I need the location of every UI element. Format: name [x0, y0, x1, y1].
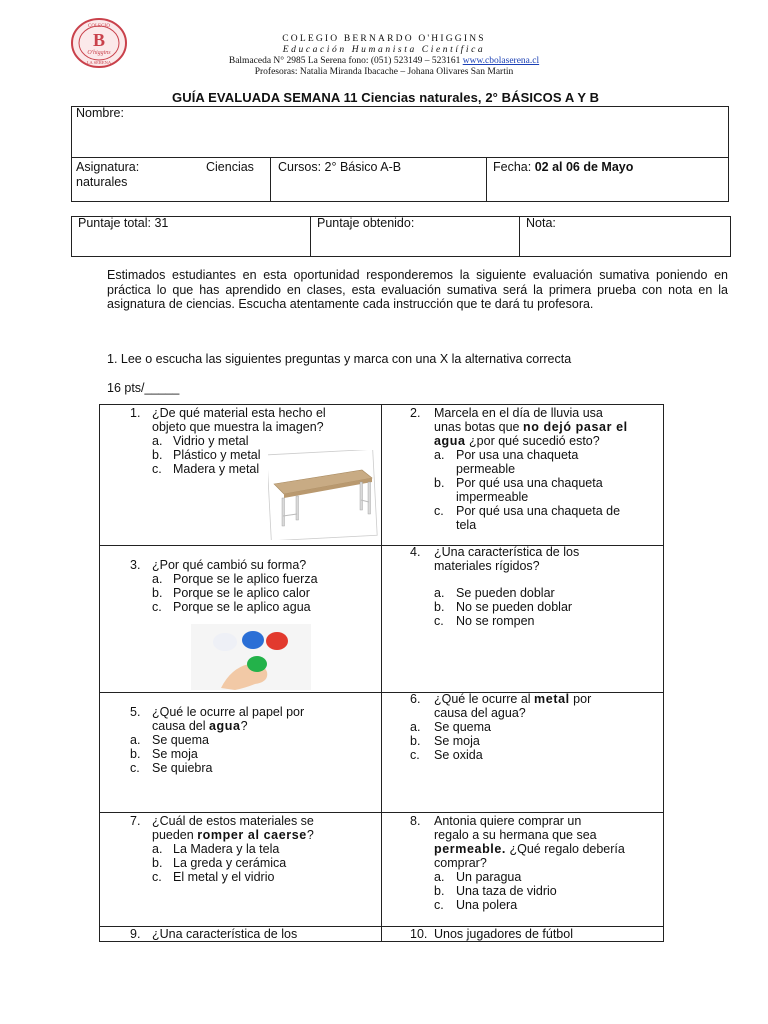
svg-text:O'higgins: O'higgins [87, 50, 111, 56]
q8-option-a[interactable] [410, 870, 625, 884]
q5-option-a[interactable] [130, 733, 212, 747]
q8-num: 8. [410, 814, 421, 828]
q7-text-2b: romper al caerse [197, 828, 307, 842]
q2-b-letter: b. [434, 476, 445, 490]
q5-b-text: Se moja [152, 747, 198, 761]
name-field[interactable]: Nombre: [76, 106, 124, 120]
q7-c-letter: c. [152, 870, 162, 884]
q5-a-letter: a. [130, 733, 141, 747]
question-5 [130, 705, 304, 733]
page-title: GUÍA EVALUADA SEMANA 11 Ciencias naturales, 2° BÁSICOS A Y B [172, 90, 600, 105]
question-10 [410, 927, 573, 941]
q6-text-1a: ¿Qué le ocurre al [434, 692, 535, 706]
q1-c-text: Madera y metal [173, 462, 260, 476]
row-divider-3 [99, 812, 664, 813]
q3-option-b[interactable] [130, 586, 318, 600]
question-2 [410, 406, 628, 532]
q5-text-2b: agua [208, 719, 241, 733]
subject-value-2: naturales [76, 175, 128, 189]
q10-text-1: Unos jugadores de fútbol [434, 927, 573, 941]
q3-c-text: Porque se le aplico agua [173, 600, 311, 614]
q8-text-4: comprar? [434, 856, 487, 870]
q3-option-c[interactable] [130, 600, 318, 614]
obtained-score-field[interactable]: Puntaje obtenido: [317, 216, 415, 230]
date [493, 160, 633, 175]
q7-text-2 [130, 828, 314, 842]
q3-c-letter: c. [152, 600, 162, 614]
q8-c-letter: c. [434, 898, 444, 912]
q7-c-text: El metal y el vidrio [173, 870, 275, 884]
q2-text-3a: agua [434, 434, 466, 448]
q6-options [410, 720, 491, 762]
q8-a-text: Un paragua [456, 870, 522, 884]
q7-text-2a: pueden [152, 828, 198, 842]
q6-option-b[interactable] [410, 734, 491, 748]
q4-text-1: ¿Una característica de los [434, 545, 580, 559]
q2-a-text-1: Por usa una chaqueta [456, 448, 579, 462]
q8-text-3 [410, 842, 625, 856]
question-7 [130, 814, 314, 884]
q4-option-a[interactable] [410, 586, 579, 600]
q4-option-c[interactable] [410, 614, 579, 628]
q7-num: 7. [130, 814, 141, 828]
q2-text-3b: ¿por qué sucedió esto? [465, 434, 600, 448]
q2-b-text-2: impermeable [456, 490, 529, 504]
score-divider-2 [519, 216, 520, 257]
q8-a-letter: a. [434, 870, 445, 884]
q7-option-c[interactable] [130, 870, 314, 884]
question-6 [410, 692, 591, 720]
q2-b-text-1: Por qué usa una chaqueta [456, 476, 603, 490]
q9-text-1: ¿Una característica de los [152, 927, 298, 941]
q2-option-c[interactable] [410, 504, 628, 518]
svg-text:LA SERENA: LA SERENA [86, 60, 112, 65]
q4-c-text: No se rompen [456, 614, 535, 628]
q7-a-text: La Madera y la tela [173, 842, 280, 856]
q6-option-a[interactable] [410, 720, 491, 734]
q5-text-2c: ? [240, 719, 248, 733]
info-divider [71, 157, 729, 158]
q6-c-letter: c. [410, 748, 420, 762]
q7-option-b[interactable] [130, 856, 314, 870]
question-3 [130, 558, 318, 614]
q9-num: 9. [130, 927, 141, 941]
svg-text:B: B [92, 30, 106, 50]
points-field[interactable]: 16 pts/_____ [107, 381, 180, 395]
q2-text-2 [410, 420, 628, 434]
q6-a-text: Se quema [434, 720, 491, 734]
q2-text-2a: unas botas que [434, 420, 523, 434]
q5-b-letter: b. [130, 747, 141, 761]
q2-a-letter: a. [434, 448, 445, 462]
q5-c-text: Se quiebra [152, 761, 213, 775]
q1-b-letter: b. [152, 448, 163, 462]
q6-num: 6. [410, 692, 421, 706]
subject-label: Asignatura: [76, 160, 140, 174]
q7-a-letter: a. [152, 842, 163, 856]
subject-value: Ciencias [206, 160, 254, 174]
q8-text-3b: ¿Qué regalo debería [506, 842, 625, 856]
q8-b-letter: b. [434, 884, 445, 898]
questions-col-divider [381, 404, 382, 942]
question-4 [410, 545, 579, 628]
q1-option-a[interactable] [130, 434, 326, 448]
q8-b-text: Una taza de vidrio [456, 884, 557, 898]
q3-a-letter: a. [152, 572, 163, 586]
q2-c-text-2: tela [456, 518, 477, 532]
q7-text-1: ¿Cuál de estos materiales se [152, 814, 314, 828]
q7-b-letter: b. [152, 856, 163, 870]
q6-a-letter: a. [410, 720, 421, 734]
q6-text-2: causa del agua? [434, 706, 526, 720]
q4-option-b[interactable] [410, 600, 579, 614]
q1-text-2: objeto que muestra la imagen? [152, 420, 324, 434]
total-score: Puntaje total: 31 [78, 216, 169, 230]
q5-a-text: Se quema [152, 733, 209, 747]
q4-c-letter: c. [434, 614, 444, 628]
q4-b-text: No se pueden doblar [456, 600, 573, 614]
q1-num: 1. [130, 406, 141, 420]
q3-text-1: ¿Por qué cambió su forma? [152, 558, 307, 572]
q8-option-b[interactable] [410, 884, 625, 898]
q2-option-b[interactable] [410, 476, 628, 490]
q1-c-letter: c. [152, 462, 162, 476]
courses: Cursos: 2° Básico A-B [278, 160, 402, 174]
clay-image [191, 624, 311, 690]
q4-a-text: Se pueden doblar [456, 586, 555, 600]
q1-b-text: Plástico y metal [173, 448, 261, 462]
svg-text:COLEGIO: COLEGIO [88, 24, 110, 29]
date-value: 02 al 06 de Mayo [534, 160, 634, 174]
q5-text-2 [130, 719, 304, 733]
q4-num: 4. [410, 545, 421, 559]
q2-text-1: Marcela en el día de lluvia usa [434, 406, 603, 420]
q5-text-1: ¿Qué le ocurre al papel por [152, 705, 305, 719]
school-website-link[interactable]: www.cbolaserena.cl [462, 56, 540, 66]
q3-a-text: Porque se le aplico fuerza [173, 572, 318, 586]
school-address: Balmaceda N° 2985 La Serena fono: (051) 523149 – 523161 [228, 56, 461, 66]
q5-text-2a: causa del [152, 719, 209, 733]
q6-b-letter: b. [410, 734, 421, 748]
q8-option-c[interactable] [410, 898, 625, 912]
q5-option-b[interactable] [130, 747, 212, 761]
q2-c-text-1: Por qué usa una chaqueta de [456, 504, 621, 518]
instruction: 1. Lee o escucha las siguientes preguntas y marca con una X la alternativa correcta [107, 352, 572, 366]
school-name: COLEGIO BERNARDO O'HIGGINS [282, 34, 486, 44]
info-col-divider-1 [270, 157, 271, 202]
info-table [71, 106, 729, 202]
q2-text-2b: no dejó pasar el [522, 420, 628, 434]
q8-c-text: Una polera [456, 898, 518, 912]
q6-text-1c: por [569, 692, 592, 706]
teachers-line: Profesoras: Natalia Miranda Ibacache – Johana Olivares San Martin [254, 67, 514, 77]
q10-num: 10. [410, 927, 428, 941]
question-9 [130, 927, 297, 941]
q1-text-1: ¿De qué material esta hecho el [152, 406, 326, 420]
date-label: Fecha: [493, 160, 532, 174]
row-divider-1 [99, 545, 664, 546]
q1-a-letter: a. [152, 434, 163, 448]
q4-a-letter: a. [434, 586, 445, 600]
info-col-divider-2 [486, 157, 487, 202]
score-divider-1 [310, 216, 311, 257]
q5-options [130, 733, 212, 775]
q8-text-1: Antonia quiere comprar un [434, 814, 582, 828]
school-subtitle: Educación Humanista Científica [282, 45, 486, 55]
q2-a-text-2: permeable [456, 462, 516, 476]
q2-text-3 [410, 434, 628, 448]
q8-text-3a: permeable. [434, 842, 507, 856]
q5-num: 5. [130, 705, 141, 719]
q3-b-text: Porque se le aplico calor [173, 586, 310, 600]
table-image [268, 450, 378, 540]
q2-num: 2. [410, 406, 421, 420]
question-8 [410, 814, 625, 912]
q7-text-2c: ? [306, 828, 314, 842]
grade-field[interactable]: Nota: [526, 216, 556, 230]
q4-text-2: materiales rígidos? [434, 559, 540, 573]
q3-num: 3. [130, 558, 141, 572]
q1-a-text: Vidrio y metal [173, 434, 249, 448]
q3-option-a[interactable] [130, 572, 318, 586]
q6-option-c[interactable] [410, 748, 491, 762]
q7-b-text: La greda y cerámica [173, 856, 287, 870]
q6-b-text: Se moja [434, 734, 480, 748]
q2-c-letter: c. [434, 504, 444, 518]
q4-b-letter: b. [434, 600, 445, 614]
intro-paragraph: Estimados estudiantes en esta oportunidad responderemos la siguiente evaluación sumativa poniendo en práctica lo que has aprendido en clases, esta evaluación sumativa será la primera prueba con nota en la asignatura de ciencias. Escucha atentamente cada instrucción que te dará tu profesora. [107, 268, 728, 311]
school-address-line [0, 56, 768, 67]
q3-b-letter: b. [152, 586, 163, 600]
q6-c-text: Se oxida [434, 748, 483, 762]
q7-option-a[interactable] [130, 842, 314, 856]
q2-option-a[interactable] [410, 448, 628, 462]
q8-text-2: regalo a su hermana que sea [434, 828, 597, 842]
q6-text-1b: metal [534, 692, 570, 706]
q5-option-c[interactable] [130, 761, 212, 775]
q5-c-letter: c. [130, 761, 140, 775]
